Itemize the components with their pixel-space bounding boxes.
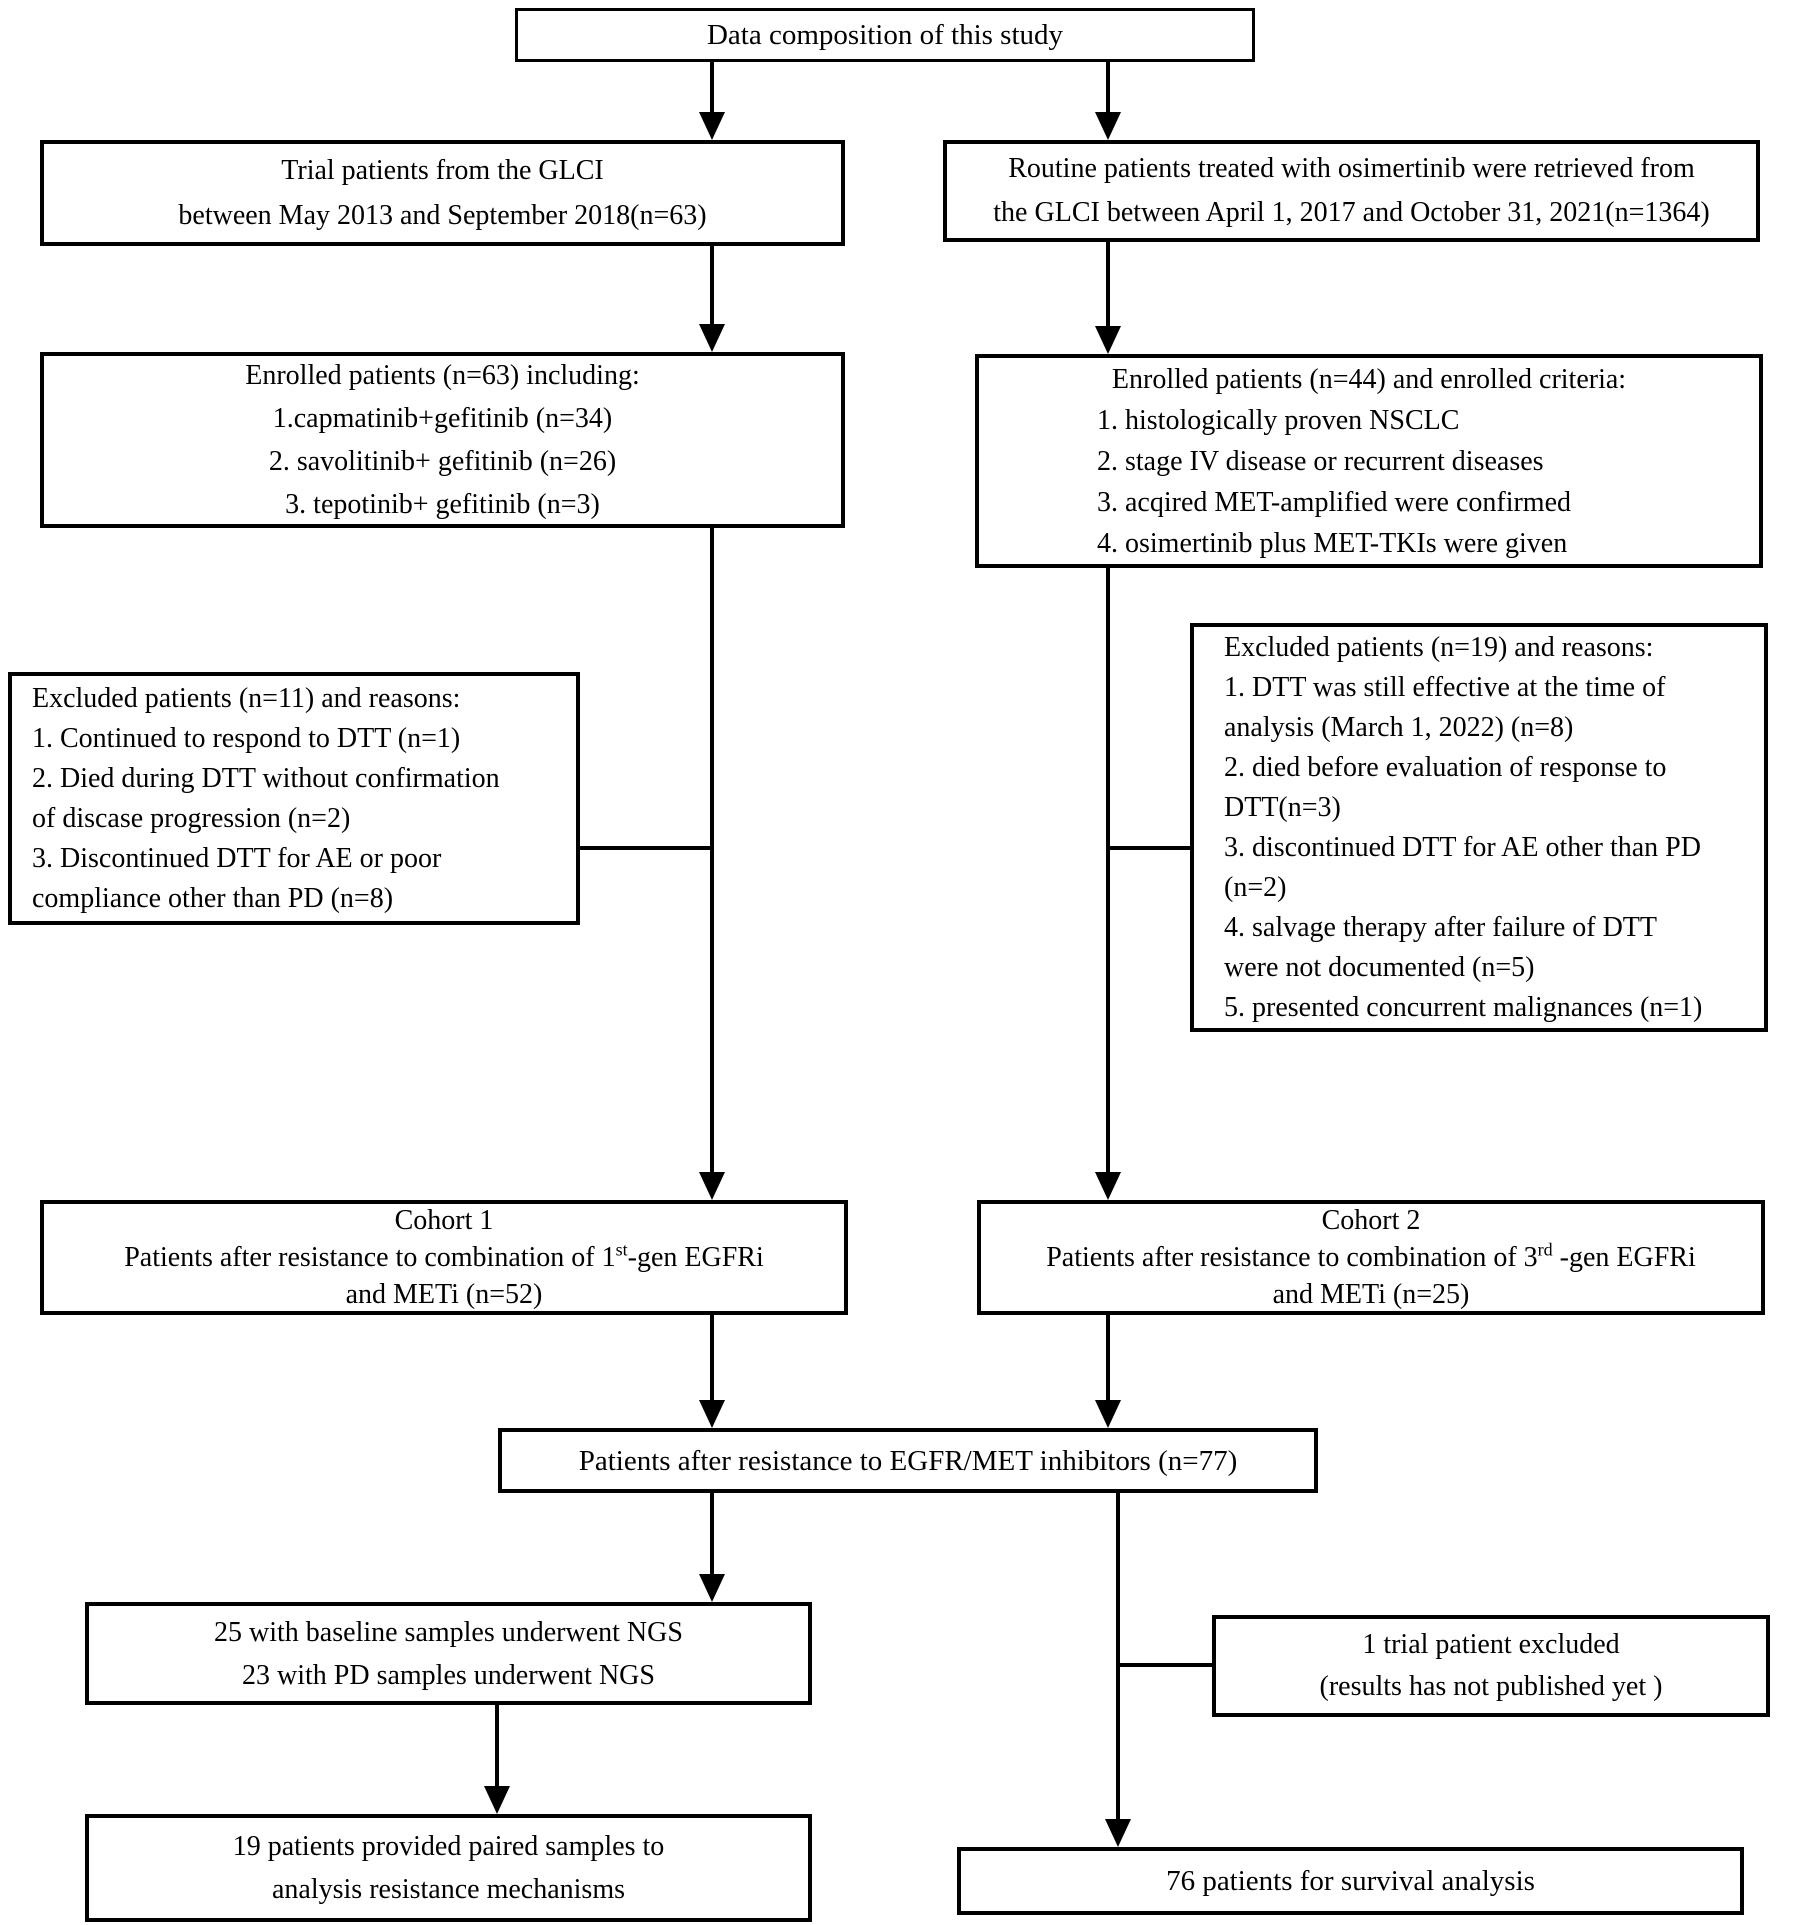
- excluded-trial-line: compliance other than PD (n=8): [32, 882, 394, 914]
- line-enrolled-to-cohort1: [710, 528, 714, 1172]
- excluded-routine-line: 1. DTT was still effective at the time of: [1224, 671, 1666, 703]
- trial-excluded-line: 1 trial patient excluded: [1362, 1629, 1620, 1660]
- excluded-trial-line: 2. Died during DTT without confirmation: [32, 762, 500, 794]
- cohort1-desc: Patients after resistance to combination of 1st-gen EGFRi: [124, 1239, 764, 1273]
- box-cohort-1: [40, 1200, 848, 1315]
- box-survival-analysis: [957, 1847, 1744, 1915]
- trial-line: Trial patients from the GLCI: [281, 155, 604, 186]
- paired-line: 19 patients provided paired samples to: [232, 1831, 665, 1862]
- cohort2-desc-line2: and METi (n=25): [1272, 1279, 1470, 1310]
- cohort2-sup: rd: [1537, 1239, 1553, 1260]
- enrolled-trial-line: 1.capmatinib+gefitinib (n=34): [272, 403, 613, 434]
- box-routine-patients: [943, 140, 1760, 242]
- excluded-routine-line: 2. died before evaluation of response to: [1224, 751, 1667, 783]
- trial-excluded-line: (results has not published yet ): [1319, 1671, 1663, 1702]
- arrowhead-title-to-trial: [699, 112, 725, 140]
- line-title-to-routine: [1106, 62, 1110, 112]
- line-branch-excluded-routine: [1108, 846, 1190, 850]
- box-enrolled-routine: [975, 354, 1763, 568]
- enrolled-trial-line: 3. tepotinib+ gefitinib (n=3): [285, 489, 600, 520]
- enrolled-routine-item: 1. histologically proven NSCLC: [1097, 404, 1460, 436]
- box-data-composition: [515, 8, 1255, 62]
- arrowhead-ngs-to-paired: [484, 1786, 510, 1814]
- excluded-trial-line: 1. Continued to respond to DTT (n=1): [32, 722, 461, 754]
- paired-line: analysis resistance mechanisms: [271, 1874, 625, 1905]
- line-routine-to-enrolled: [1106, 242, 1110, 326]
- arrowhead-merge-to-ngs: [699, 1574, 725, 1602]
- box-ngs-samples: [85, 1602, 812, 1705]
- box-trial-patient-excluded: [1212, 1615, 1770, 1717]
- excluded-trial-line: of discase progression (n=2): [32, 802, 351, 834]
- cohort1-name: Cohort 1: [394, 1205, 494, 1236]
- cohort1-desc-line2: and METi (n=52): [345, 1279, 543, 1310]
- excluded-trial-line: Excluded patients (n=11) and reasons:: [32, 682, 461, 714]
- excluded-routine-line: DTT(n=3): [1224, 791, 1341, 823]
- cohort2-name: Cohort 2: [1321, 1205, 1421, 1236]
- arrowhead-cohort2-to-merge: [1095, 1400, 1121, 1428]
- line-title-to-trial: [710, 62, 714, 112]
- box-excluded-routine: [1190, 623, 1768, 1032]
- enrolled-routine-item: 4. osimertinib plus MET-TKIs were given: [1097, 527, 1568, 559]
- box-resistance-merged: [498, 1428, 1318, 1493]
- arrowhead-routine-to-enrolled: [1095, 326, 1121, 354]
- excluded-routine-line: were not documented (n=5): [1224, 951, 1535, 983]
- enrolled-routine-item: 2. stage IV disease or recurrent diseases: [1097, 445, 1544, 477]
- arrowhead-cohort1-to-merge: [699, 1400, 725, 1428]
- arrowhead-enrolled-to-cohort2: [1095, 1172, 1121, 1200]
- survival-text: 76 patients for survival analysis: [1166, 1865, 1535, 1897]
- ngs-line: 25 with baseline samples underwent NGS: [214, 1616, 683, 1648]
- line-ngs-to-paired: [495, 1705, 499, 1786]
- title-text: Data composition of this study: [706, 19, 1064, 51]
- enrolled-routine-header: Enrolled patients (n=44) and enrolled criteria:: [1111, 363, 1627, 395]
- routine-line: Routine patients treated with osimertinib were retrieved from: [1008, 153, 1695, 184]
- enrolled-trial-line: 2. savolitinib+ gefitinib (n=26): [268, 446, 617, 477]
- cohort2-desc: Patients after resistance to combination of 3rd -gen EGFRi: [1046, 1239, 1696, 1273]
- arrowhead-title-to-routine: [1095, 112, 1121, 140]
- arrowhead-enrolled-to-cohort1: [699, 1172, 725, 1200]
- ngs-line: 23 with PD samples underwent NGS: [242, 1659, 655, 1691]
- line-branch-excluded-trial: [580, 846, 712, 850]
- excluded-routine-line: 5. presented concurrent malignances (n=1): [1224, 991, 1703, 1023]
- box-paired-samples: [85, 1814, 812, 1922]
- routine-line: the GLCI between April 1, 2017 and October 31, 2021(n=1364): [993, 197, 1710, 228]
- line-branch-trial-excluded: [1118, 1663, 1212, 1667]
- enrolled-routine-item: 3. acqired MET-amplified were confirmed: [1097, 486, 1572, 518]
- excluded-routine-line: 3. discontinued DTT for AE other than PD: [1224, 831, 1701, 863]
- excluded-routine-line: 4. salvage therapy after failure of DTT: [1224, 911, 1658, 943]
- excluded-routine-line: Excluded patients (n=19) and reasons:: [1224, 631, 1654, 663]
- merge-text: Patients after resistance to EGFR/MET inhibitors (n=77): [578, 1444, 1238, 1477]
- box-trial-patients: [40, 140, 845, 246]
- excluded-trial-line: 3. Discontinued DTT for AE or poor: [32, 842, 442, 874]
- line-trial-to-enrolled: [710, 246, 714, 324]
- line-cohort2-to-merge: [1106, 1315, 1110, 1400]
- line-enrolled-to-cohort2: [1106, 568, 1110, 1172]
- enrolled-trial-line: Enrolled patients (n=63) including:: [245, 360, 640, 391]
- excluded-routine-line: analysis (March 1, 2022) (n=8): [1224, 711, 1574, 743]
- excluded-routine-line: (n=2): [1224, 871, 1287, 903]
- trial-line: between May 2013 and September 2018(n=63): [178, 200, 707, 231]
- line-merge-to-ngs: [710, 1493, 714, 1574]
- box-enrolled-trial: [40, 352, 845, 528]
- arrowhead-trial-to-enrolled: [699, 324, 725, 352]
- cohort1-sup: st: [615, 1239, 628, 1260]
- box-excluded-trial: [8, 672, 580, 925]
- box-cohort-2: [977, 1200, 1765, 1315]
- line-cohort1-to-merge: [710, 1315, 714, 1400]
- line-merge-to-survival: [1116, 1493, 1120, 1819]
- arrowhead-merge-to-survival: [1105, 1819, 1131, 1847]
